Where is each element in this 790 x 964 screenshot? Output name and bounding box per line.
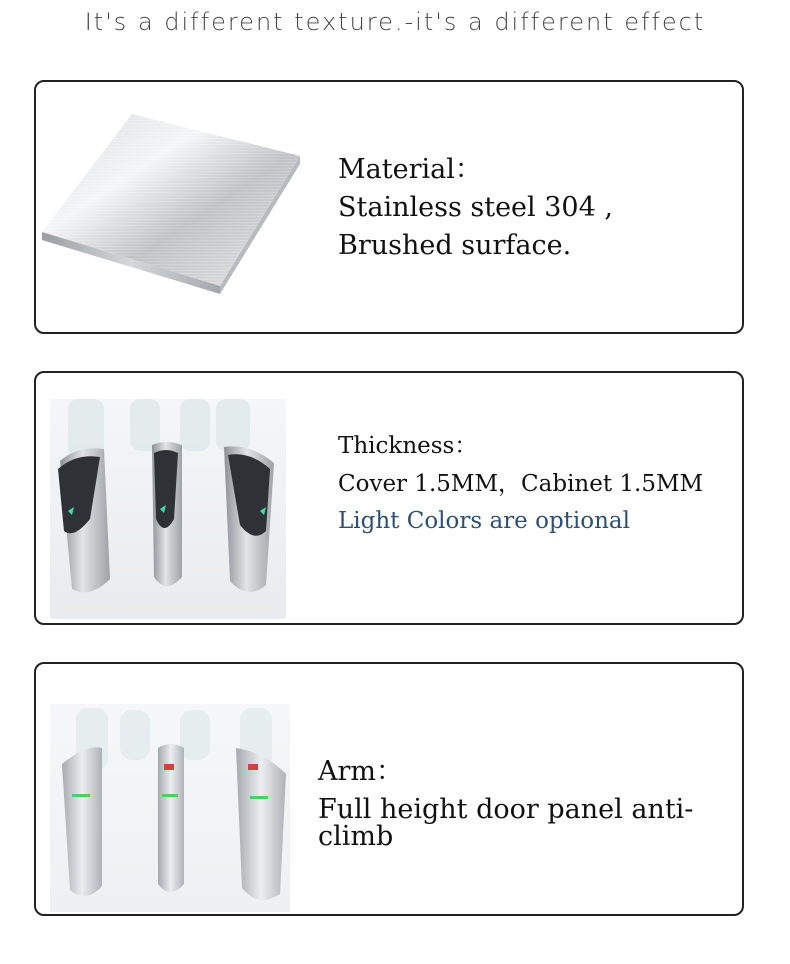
page-title: It's a different texture.-it's a different effect — [84, 8, 706, 36]
thickness-title: Thickness： — [338, 433, 478, 459]
material-line-1: Stainless steel 304 , — [338, 192, 613, 223]
thickness-line-2: Light Colors are optional — [338, 508, 631, 534]
thickness-line-1: Cover 1.5MM，Cabinet 1.5MM — [338, 471, 704, 497]
arm-line-1: Full height door panel anti-climb — [318, 794, 694, 852]
turnstile-gates-image — [50, 399, 286, 619]
material-card — [34, 80, 744, 334]
thickness-card — [34, 371, 744, 625]
arm-title: Arm： — [318, 756, 404, 787]
material-title: Material： — [338, 154, 482, 185]
material-line-2: Brushed surface. — [338, 230, 572, 261]
full-height-panel-gates-image — [50, 704, 290, 912]
arm-card — [34, 662, 744, 916]
brushed-steel-plate-image — [42, 114, 304, 294]
